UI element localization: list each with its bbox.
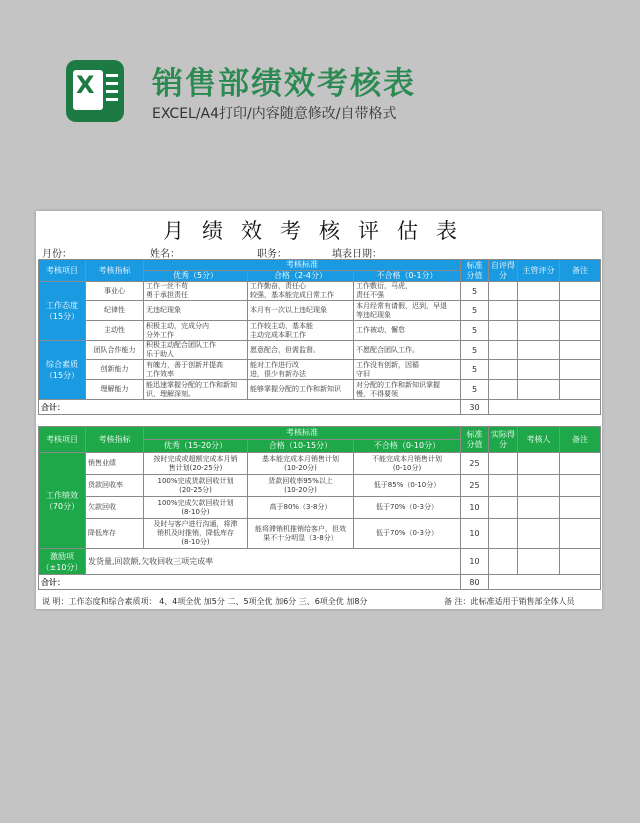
remark-cell <box>560 519 601 549</box>
pass-criteria: 能够掌握分配的工作和新知识 <box>248 380 354 400</box>
manager-score-cell <box>518 380 560 400</box>
standard-score: 5 <box>461 380 489 400</box>
manager-score-cell <box>518 341 560 360</box>
pass-criteria: 能将滞销机推销给客户，但效 果不十分明显（3-8分） <box>248 519 354 549</box>
excellent-criteria: 无违纪现象 <box>144 301 248 321</box>
fail-criteria: 低于70%（0-3分） <box>354 497 461 519</box>
header-excellent: 优秀（5分） <box>144 271 248 282</box>
excel-logo-icon: X <box>66 60 124 122</box>
category-cell: 综合素质（15分） <box>39 341 86 400</box>
category-cell: 工作绩效（70分） <box>39 453 86 549</box>
excellent-criteria: 有魄力，善于创新并提高 工作效率 <box>144 360 248 380</box>
total-label: 合计： <box>39 575 461 590</box>
standard-score: 5 <box>461 341 489 360</box>
fail-criteria: 本月经常有请假，迟到，早退 等违纪现象 <box>354 301 461 321</box>
table-row <box>39 341 601 360</box>
self-score-cell <box>489 360 518 380</box>
attitude-quality-table <box>38 259 601 415</box>
table-row <box>39 497 601 519</box>
header-fail: 不合格（0-1分） <box>354 271 461 282</box>
excellent-criteria: 工作一丝不苟 勇于承担责任 <box>144 282 248 301</box>
remark-cell <box>560 282 601 301</box>
table-row <box>39 321 601 341</box>
manager-score-cell <box>518 321 560 341</box>
total-empty <box>489 575 601 590</box>
standard-score: 5 <box>461 360 489 380</box>
standard-score: 25 <box>461 475 489 497</box>
header-standard-score: 标准分值 <box>461 260 489 282</box>
table-row <box>39 453 601 475</box>
fail-criteria: 工作敷衍，马虎， 责任不强 <box>354 282 461 301</box>
assessor-cell <box>518 475 560 497</box>
indicator-cell: 创新能力 <box>86 360 144 380</box>
table-row <box>39 380 601 400</box>
standard-score: 10 <box>461 497 489 519</box>
document-subtitle: EXCEL/A4打印/内容随意修改/自带格式 <box>152 106 397 122</box>
indicator-cell: 事业心 <box>86 282 144 301</box>
table-row <box>39 475 601 497</box>
header-standard: 考核标准 <box>144 260 461 271</box>
header-indicator: 考核指标 <box>86 427 144 453</box>
pass-criteria: 能对工作进行改 进，很少有新办法 <box>248 360 354 380</box>
manager-score-cell <box>518 301 560 321</box>
total-label: 合计： <box>39 400 461 415</box>
remark-cell <box>560 475 601 497</box>
assessor-cell <box>518 497 560 519</box>
standard-score: 5 <box>461 321 489 341</box>
table-row <box>39 301 601 321</box>
month-label: 月份： <box>42 249 72 260</box>
footer-remark: 备 注：此标准适用于销售部全体人员 <box>444 597 575 606</box>
indicator-cell: 降低库存 <box>86 519 144 549</box>
fail-criteria: 工作没有创新，因循 守旧 <box>354 360 461 380</box>
excellent-criteria: 积极主动配合团队工作 乐于助人 <box>144 341 248 360</box>
self-score-cell <box>489 341 518 360</box>
header-standard: 考核标准 <box>144 427 461 440</box>
standard-score: 10 <box>461 519 489 549</box>
fail-criteria: 工作被动，懈怠 <box>354 321 461 341</box>
self-score-cell <box>489 282 518 301</box>
fail-criteria: 低于70%（0-3分） <box>354 519 461 549</box>
pass-criteria: 工作勤奋，责任心 较强，基本能完成日常工作 <box>248 282 354 301</box>
manager-score-cell <box>518 282 560 301</box>
header-assessor: 考核人 <box>518 427 560 453</box>
fail-criteria: 不愿配合团队工作。 <box>354 341 461 360</box>
header-project: 考核项目 <box>39 427 86 453</box>
document-title: 销售部绩效考核表 <box>152 66 416 102</box>
bonus-category: 激励项（±10分） <box>39 549 86 575</box>
standard-score: 25 <box>461 453 489 475</box>
fill-date-label: 填表日期： <box>332 249 382 260</box>
total-score: 30 <box>461 400 489 415</box>
self-score-cell <box>489 301 518 321</box>
indicator-cell: 主动性 <box>86 321 144 341</box>
total-empty <box>489 400 601 415</box>
header-indicator: 考核指标 <box>86 260 144 282</box>
pass-criteria: 本月有一次以上违纪现象 <box>248 301 354 321</box>
excellent-criteria: 100%完成货款回收计划 (20-25分) <box>144 475 248 497</box>
remark-cell <box>560 360 601 380</box>
excellent-criteria: 积极主动，完成分内 分外工作 <box>144 321 248 341</box>
actual-score-cell <box>489 497 518 519</box>
self-score-cell <box>489 321 518 341</box>
category-cell: 工作态度（15分） <box>39 282 86 341</box>
bonus-score: 10 <box>461 549 489 575</box>
header-self-score: 自评得分 <box>489 260 518 282</box>
remark-cell <box>560 453 601 475</box>
standard-score: 5 <box>461 301 489 321</box>
performance-table <box>38 426 601 590</box>
indicator-cell: 团队合作能力 <box>86 341 144 360</box>
fail-criteria: 对分配的工作和新知识掌握 慢，不得要领 <box>354 380 461 400</box>
position-label: 职务： <box>257 249 287 260</box>
excellent-criteria: 按时完成或超额完成本月销 售计划(20-25分) <box>144 453 248 475</box>
standard-score: 5 <box>461 282 489 301</box>
header-pass: 合格（2-4分） <box>248 271 354 282</box>
remark-cell <box>560 301 601 321</box>
pass-criteria: 基本能完成本月销售计划 (10-20分) <box>248 453 354 475</box>
pass-criteria: 工作较主动，基本能 主动完成本职工作 <box>248 321 354 341</box>
table-row <box>39 519 601 549</box>
sheet-title: 月绩效考核评估表 <box>163 219 475 243</box>
header-excellent: 优秀（15-20分） <box>144 440 248 453</box>
manager-score-cell <box>518 360 560 380</box>
remark-cell <box>560 321 601 341</box>
assessor-cell <box>518 519 560 549</box>
total-score: 80 <box>461 575 489 590</box>
indicator-cell: 欠款回收 <box>86 497 144 519</box>
fail-criteria: 低于85%（0-10分） <box>354 475 461 497</box>
indicator-cell: 货款回收率 <box>86 475 144 497</box>
name-label: 姓名： <box>150 249 180 260</box>
actual-score-cell <box>489 519 518 549</box>
table-row <box>39 360 601 380</box>
header-project: 考核项目 <box>39 260 86 282</box>
header-pass: 合格（10-15分） <box>248 440 354 453</box>
self-score-cell <box>489 380 518 400</box>
actual-score-cell <box>489 453 518 475</box>
indicator-cell: 理解能力 <box>86 380 144 400</box>
header-standard-score: 标准分值 <box>461 427 489 453</box>
indicator-cell: 纪律性 <box>86 301 144 321</box>
remark-cell <box>560 380 601 400</box>
pass-criteria: 货款回收率95%以上 (10-20分) <box>248 475 354 497</box>
spreadsheet-preview <box>36 211 602 609</box>
excellent-criteria: 100%完成欠款回收计划 (8-10分) <box>144 497 248 519</box>
table-row <box>39 282 601 301</box>
header-actual-score: 实际得分 <box>489 427 518 453</box>
pass-criteria: 愿意配合，但需监督。 <box>248 341 354 360</box>
assessor-cell <box>518 453 560 475</box>
actual-score-cell <box>489 475 518 497</box>
fail-criteria: 不能完成本月销售计划 (0-10分) <box>354 453 461 475</box>
header-manager-score: 主管评分 <box>518 260 560 282</box>
remark-cell <box>560 497 601 519</box>
header-remark: 备注 <box>560 427 601 453</box>
excellent-criteria: 能迅速掌握分配的工作和新知 识，理解深刻。 <box>144 380 248 400</box>
remark-cell <box>560 341 601 360</box>
excellent-criteria: 及时与客户进行沟通，将滞 销机及时推销，降低库存 (8-10分) <box>144 519 248 549</box>
bonus-text: 发货量,回款额,欠收回收三项完成率 <box>86 549 461 575</box>
indicator-cell: 销售业绩 <box>86 453 144 475</box>
pass-criteria: 高于80%（3-8分） <box>248 497 354 519</box>
header-remark: 备注 <box>560 260 601 282</box>
footer-note: 说 明：工作态度和综合素质项： 4、4项全优 加5分 二、5项全优 加6分 三、6项全优 加8分 <box>42 597 368 606</box>
header-fail: 不合格（0-10分） <box>354 440 461 453</box>
